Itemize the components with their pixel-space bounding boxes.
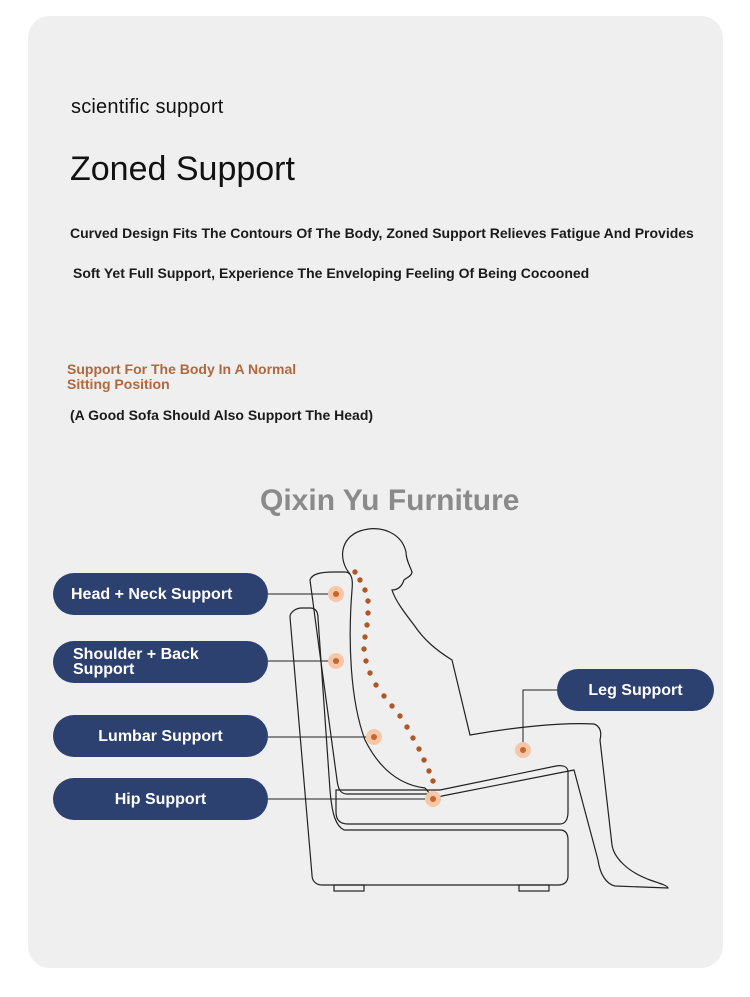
spine-dot — [410, 735, 415, 740]
spine-dot — [389, 703, 394, 708]
spine-dot — [362, 634, 367, 639]
marker-lumbar — [366, 729, 382, 745]
lumbar-support-text: Lumbar Support — [98, 727, 223, 745]
head-neck-support-label — [53, 573, 268, 615]
spine-dot — [416, 746, 421, 751]
spine-dot — [364, 622, 369, 627]
spine-dot — [357, 577, 362, 582]
section-kicker: scientific support — [71, 96, 224, 118]
seat-cushion — [336, 766, 568, 824]
spine-dot — [365, 610, 370, 615]
description-line-1: Curved Design Fits The Contours Of The Body, Zoned Support Relieves Fatigue And Provides — [70, 225, 694, 241]
sitting-note-line-2: Sitting Position — [67, 376, 170, 392]
head-neck-support-text: Head + Neck Support — [71, 585, 233, 603]
leader-lines — [268, 594, 557, 799]
hip-support-label — [53, 778, 268, 820]
sitting-note-line-1: Support For The Body In A Normal — [67, 361, 297, 377]
marker-hip — [425, 791, 441, 807]
spine-dot — [362, 587, 367, 592]
zone-markers — [328, 586, 531, 807]
spine-dot — [381, 693, 386, 698]
spine-dot — [421, 757, 426, 762]
marker-head — [328, 586, 344, 602]
spine-dot — [373, 682, 378, 687]
spine-dot — [404, 724, 409, 729]
page-title: Zoned Support — [70, 150, 295, 188]
description-line-2: Soft Yet Full Support, Experience The Enveloping Feeling Of Being Cocooned — [73, 265, 590, 281]
shoulder-back-support-label — [53, 641, 268, 683]
leg-support-text: Leg Support — [588, 681, 683, 699]
sofa-outline — [290, 572, 568, 891]
brand-watermark: Qixin Yu Furniture — [260, 484, 520, 517]
spine-dot — [361, 646, 366, 651]
spine-dot — [367, 670, 372, 675]
leg-support-label — [557, 669, 714, 711]
sitting-note-subtext: (A Good Sofa Should Also Support The Head) — [70, 407, 374, 423]
shoulder-back-support-text-1: Shoulder + Back — [73, 646, 199, 663]
spine-dot — [365, 598, 370, 603]
spine-dots — [352, 569, 435, 783]
leader-leg — [523, 690, 557, 750]
spine-dot — [352, 569, 357, 574]
marker-shoulder — [328, 653, 344, 669]
spine-dot — [397, 713, 402, 718]
spine-dot — [363, 658, 368, 663]
sofa-foot-right — [519, 885, 549, 891]
shoulder-back-support-text-2: Support — [73, 661, 135, 678]
spine-dot — [426, 768, 431, 773]
sofa-foot-left — [334, 885, 364, 891]
lumbar-support-label — [53, 715, 268, 757]
hip-support-text: Hip Support — [114, 790, 207, 808]
marker-leg — [515, 742, 531, 758]
spine-dot — [430, 778, 435, 783]
